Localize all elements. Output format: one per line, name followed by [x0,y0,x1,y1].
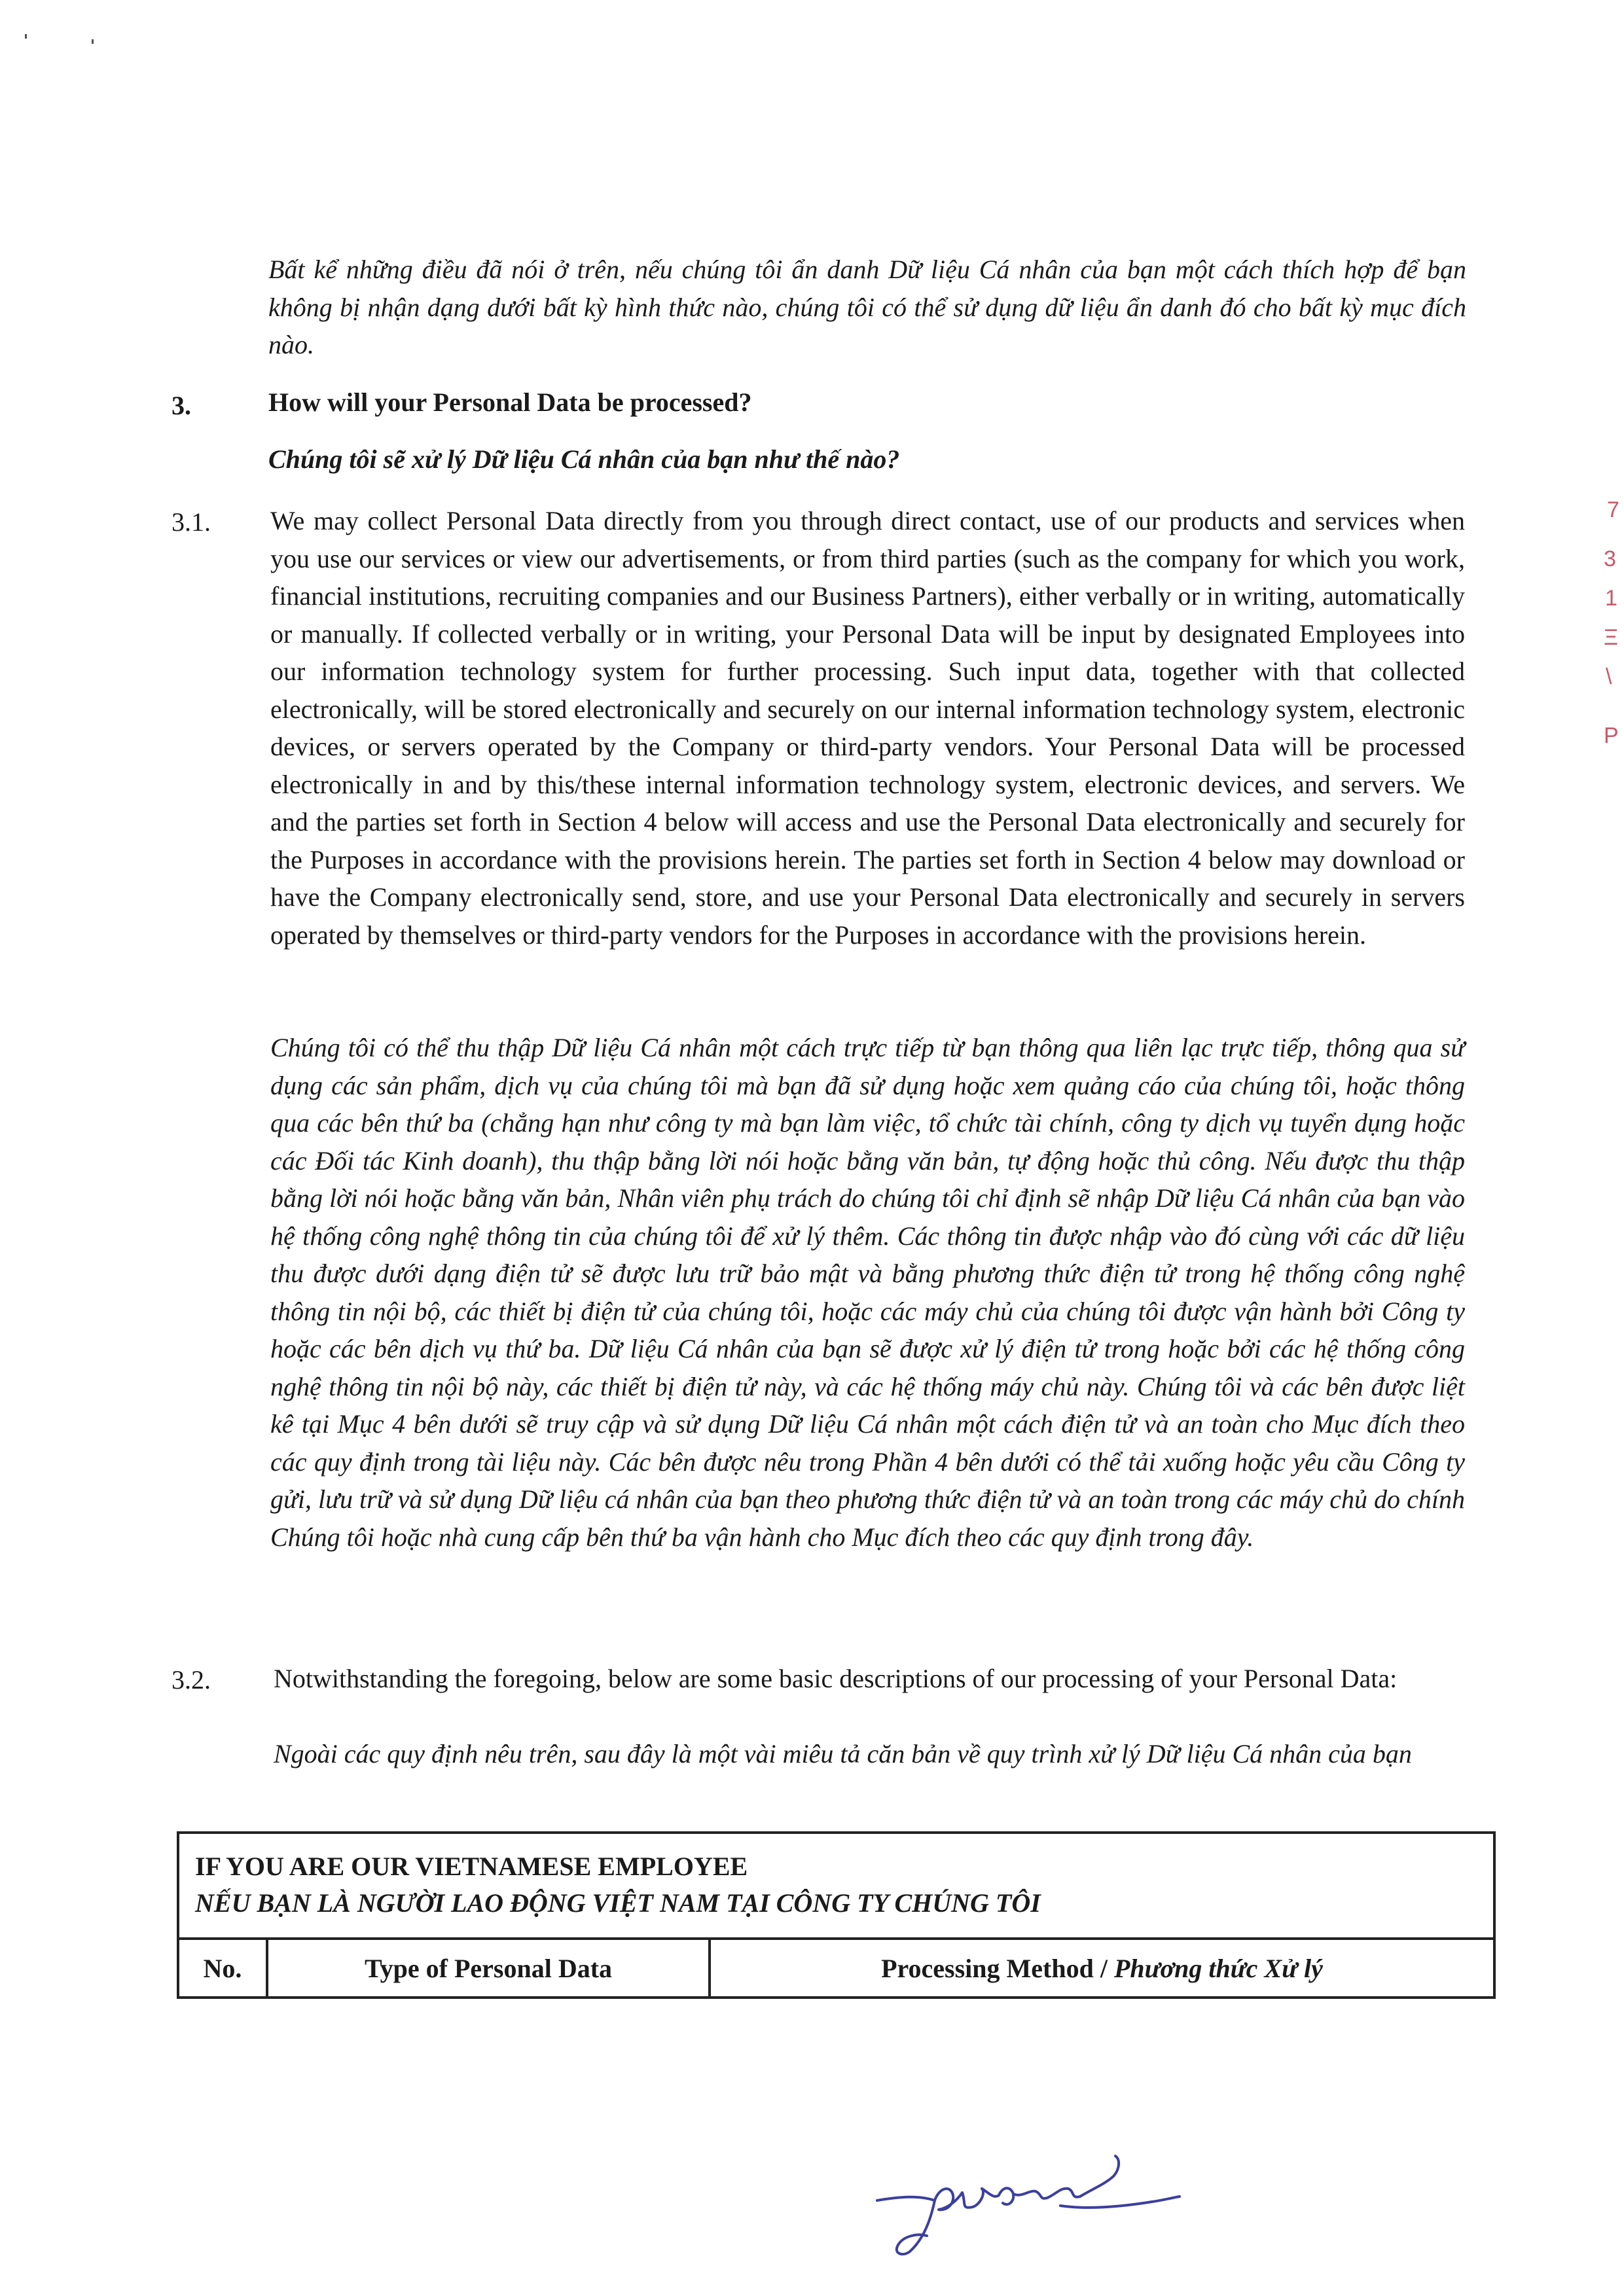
table-heading-cell [178,1833,1494,1939]
section-title-vi: Chúng tôi sẽ xử lý Dữ liệu Cá nhân của bạn như thế nào? [268,444,900,474]
margin-stamp-mark: 7 [1607,497,1619,522]
margin-stamp-mark: \ [1606,664,1612,689]
margin-stamp-mark: P [1604,723,1619,748]
margin-stamp-mark: 3 [1604,547,1616,571]
column-header-type: Type of Personal Data [267,1939,710,1998]
margin-stamp-mark: 1 [1605,586,1617,611]
margin-stamp-mark: Ξ [1604,625,1619,650]
scan-speck [25,34,27,39]
scan-speck [92,39,94,44]
section-title-en: How will your Personal Data be processed? [268,387,752,417]
column-header-method [710,1939,1494,1998]
clause-3-2-text-vi: Ngoài các quy định nêu trên, sau đây là một vài miêu tả căn bản về quy trình xử lý Dữ liệu Cá nhân của bạn [274,1739,1412,1768]
table-heading-en: IF YOU ARE OUR VIETNAMESE EMPLOYEE [195,1852,748,1881]
clause-3-1-text-vi: Chúng tôi có thể thu thập Dữ liệu Cá nhân một cách trực tiếp từ bạn thông qua liên lạc trực tiếp, thông qua sử dụng các sản phẩm, dịch vụ của chúng tôi mà bạn đã sử dụng hoặc xem quảng cáo của chúng tôi, hoặc thông qua các bên thứ ba (chẳng hạn như công ty mà bạn làm việc, tổ chức tài chính, công ty dịch vụ tuyển dụng hoặc các Đối tác Kinh doanh), thu thập bằng lời nói hoặc bằng văn bản, tự động hoặc thủ công. Nếu được thu thập bằng lời nói hoặc bằng văn bản, Nhân viên phụ trách do chúng tôi chỉ định sẽ nhập Dữ liệu Cá nhân của bạn vào hệ thống công nghệ thông tin của chúng tôi để xử lý thêm. Các thông tin được nhập vào đó cùng với các dữ liệu thu được dưới dạng điện tử sẽ được lưu trữ bảo mật và bằng phương thức điện tử trong hệ thống công nghệ thông tin nội bộ, các thiết bị điện tử của chúng tôi, hoặc các máy chủ của chúng tôi được vận hành bởi Công ty hoặc các bên dịch vụ thứ ba. Dữ liệu Cá nhân của bạn sẽ được xử lý điện tử trong hoặc bởi các hệ thống công nghệ thông tin nội bộ này, các thiết bị điện tử này, và các hệ thống máy chủ này. Chúng tôi và các bên được liệt kê tại Mục 4 bên dưới sẽ truy cập và sử dụng Dữ liệu Cá nhân một cách điện tử và an toàn cho Mục đích theo các quy định trong tài liệu này. Các bên được nêu trong Phần 4 bên dưới có thể tải xuống hoặc yêu cầu Công ty gửi, lưu trữ và sử dụng Dữ liệu cá nhân của bạn theo phương thức điện tử và an toàn trong các máy chủ do chính Chúng tôi hoặc nhà cung cấp bên thứ ba vận hành cho Mục đích theo các quy định trong đây. [270,1033,1465,1552]
clause-number: 3.2. [171,1665,211,1695]
clause-3-2-text-en: Notwithstanding the foregoing, below are some basic descriptions of our processing of your Personal Data: [274,1664,1398,1693]
signature [864,2147,1191,2271]
clause-number: 3.1. [171,507,211,537]
column-header-no: No. [178,1939,267,1998]
column-header-method-vi: Phương thức Xử lý [1113,1953,1323,1983]
clause-3-1-text-en: We may collect Personal Data directly from you through direct contact, use of our products and services when you use our services or view our advertisements, or from third parties (such as the company for which you work, financial institutions, recruiting companies and our Business Partners), either verbally or in writing, automatically or manually. If collected verbally or in writing, your Personal Data will be input by designated Employees into our information technology system for further processing. Such input data, together with that collected electronically, will be stored electronically and securely on our internal information technology system, electronic devices, or servers operated by the Company or third-party vendors. Your Personal Data will be processed electronically in and by this/these internal information technology system, electronic devices, and servers. We and the parties set forth in Section 4 below will access and use the Personal Data electronically and securely for the Purposes in accordance with the provisions herein. The parties set forth in Section 4 below may download or have the Company electronically send, store, and use your Personal Data electronically and securely in servers operated by themselves or third-party vendors for the Purposes in accordance with the provisions herein. [270,506,1465,950]
section-number: 3. [171,391,191,420]
column-header-method-en: Processing Method / [881,1953,1108,1983]
intro-paragraph: Bất kể những điều đã nói ở trên, nếu chúng tôi ẩn danh Dữ liệu Cá nhân của bạn một cách thích hợp để bạn không bị nhận dạng dưới bất kỳ hình thức nào, chúng tôi có thể sử dụng dữ liệu ẩn danh đó cho bất kỳ mục đích nào. [268,255,1466,359]
personal-data-table [177,1831,1496,1999]
table-heading-vi: NẾU BẠN LÀ NGƯỜI LAO ĐỘNG VIỆT NAM TẠI CÔNG TY CHÚNG TÔI [195,1888,1041,1918]
